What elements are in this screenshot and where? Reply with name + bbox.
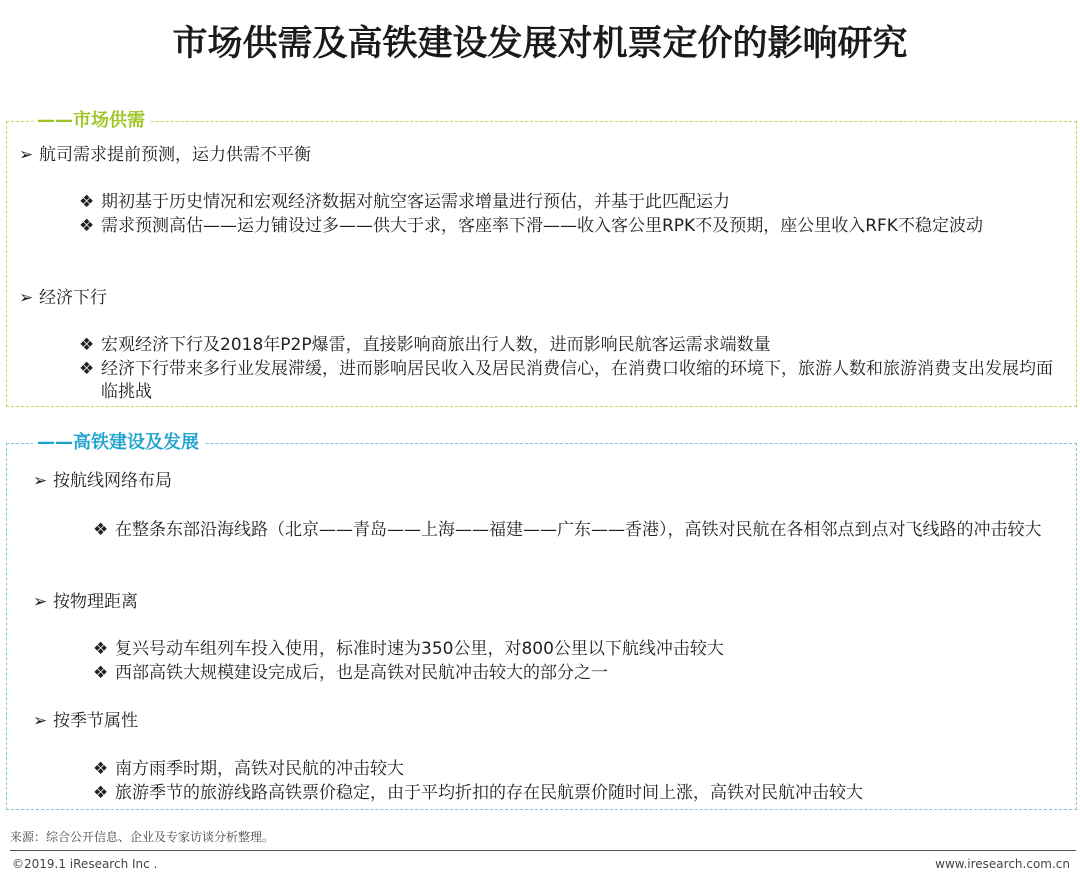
arrow-bullet-icon: ➢ [19, 145, 34, 165]
diamond-bullet-icon: ❖ [93, 639, 109, 659]
diamond-bullet-icon: ❖ [93, 759, 109, 779]
list-item [93, 782, 1063, 805]
list-item-text: 经济下行带来多行业发展滞缓，进而影响居民收入及居民消费信心，在消费口收缩的环境下，旅游人数和旅游消费支出发展均面临挑战 [101, 359, 1053, 402]
copyright: ©2019.1 iResearch Inc . [12, 857, 158, 871]
list-item-text: 宏观经济下行及2018年P2P爆雷，直接影响商旅出行人数，进而影响民航客运需求端数量 [101, 335, 771, 355]
website-url: www.iresearch.com.cn [935, 857, 1070, 871]
arrow-bullet-icon: ➢ [33, 711, 48, 731]
list-item [93, 758, 1063, 781]
diamond-bullet-icon: ❖ [79, 216, 95, 236]
group-heading [33, 470, 172, 493]
page-title: 市场供需及高铁建设发展对机票定价的影响研究 [172, 24, 908, 64]
list-item-text: 在整条东部沿海线路（北京——青岛——上海——福建——广东——香港），高铁对民航在各相邻点到点对飞线路的冲击较大 [115, 520, 1042, 540]
arrow-bullet-icon: ➢ [19, 288, 34, 308]
arrow-bullet-icon: ➢ [33, 592, 48, 612]
list-item-text: 复兴号动车组列车投入使用，标准时速为350公里，对800公里以下航线冲击较大 [115, 639, 724, 659]
list-item [93, 519, 1063, 542]
list-item-text: 需求预测高估——运力铺设过多——供大于求，客座率下滑——收入客公里RPK不及预期，座公里收入RFK不稳定波动 [101, 216, 983, 236]
list-item-text: 西部高铁大规模建设完成后，也是高铁对民航冲击较大的部分之一 [115, 663, 608, 683]
group-heading-text: 经济下行 [39, 288, 107, 308]
diamond-bullet-icon: ❖ [93, 783, 109, 803]
list-item [79, 334, 1069, 357]
section-market-supply-demand [6, 110, 1077, 407]
diamond-bullet-icon: ❖ [79, 335, 95, 355]
list-item [79, 191, 1069, 214]
list-item-text: 南方雨季时期，高铁对民航的冲击较大 [115, 759, 404, 779]
list-item [93, 662, 1063, 685]
group-heading-text: 按物理距离 [53, 592, 138, 612]
group-heading [19, 287, 107, 310]
section-high-speed-rail [6, 432, 1077, 810]
group-heading [19, 144, 311, 167]
source-note: 来源：综合公开信息、企业及专家访谈分析整理。 [10, 830, 275, 844]
list-item [93, 638, 1063, 661]
diamond-bullet-icon: ❖ [79, 192, 95, 212]
group-heading [33, 710, 138, 733]
list-item-text: 期初基于历史情况和宏观经济数据对航空客运需求增量进行预估，并基于此匹配运力 [101, 192, 730, 212]
arrow-bullet-icon: ➢ [33, 471, 48, 491]
list-item [79, 215, 1069, 238]
group-heading-text: 按季节属性 [53, 711, 138, 731]
diamond-bullet-icon: ❖ [79, 359, 95, 379]
group-heading-text: 按航线网络布局 [53, 471, 172, 491]
group-heading-text: 航司需求提前预测，运力供需不平衡 [39, 145, 311, 165]
list-item [79, 358, 1069, 404]
group-heading [33, 591, 138, 614]
section-title-rail: ——高铁建设及发展 [33, 431, 205, 455]
footer-divider [10, 850, 1076, 851]
section-title-market: ——市场供需 [33, 109, 151, 133]
diamond-bullet-icon: ❖ [93, 520, 109, 540]
list-item-text: 旅游季节的旅游线路高铁票价稳定，由于平均折扣的存在民航票价随时间上涨，高铁对民航冲击较大 [115, 783, 863, 803]
diamond-bullet-icon: ❖ [93, 663, 109, 683]
